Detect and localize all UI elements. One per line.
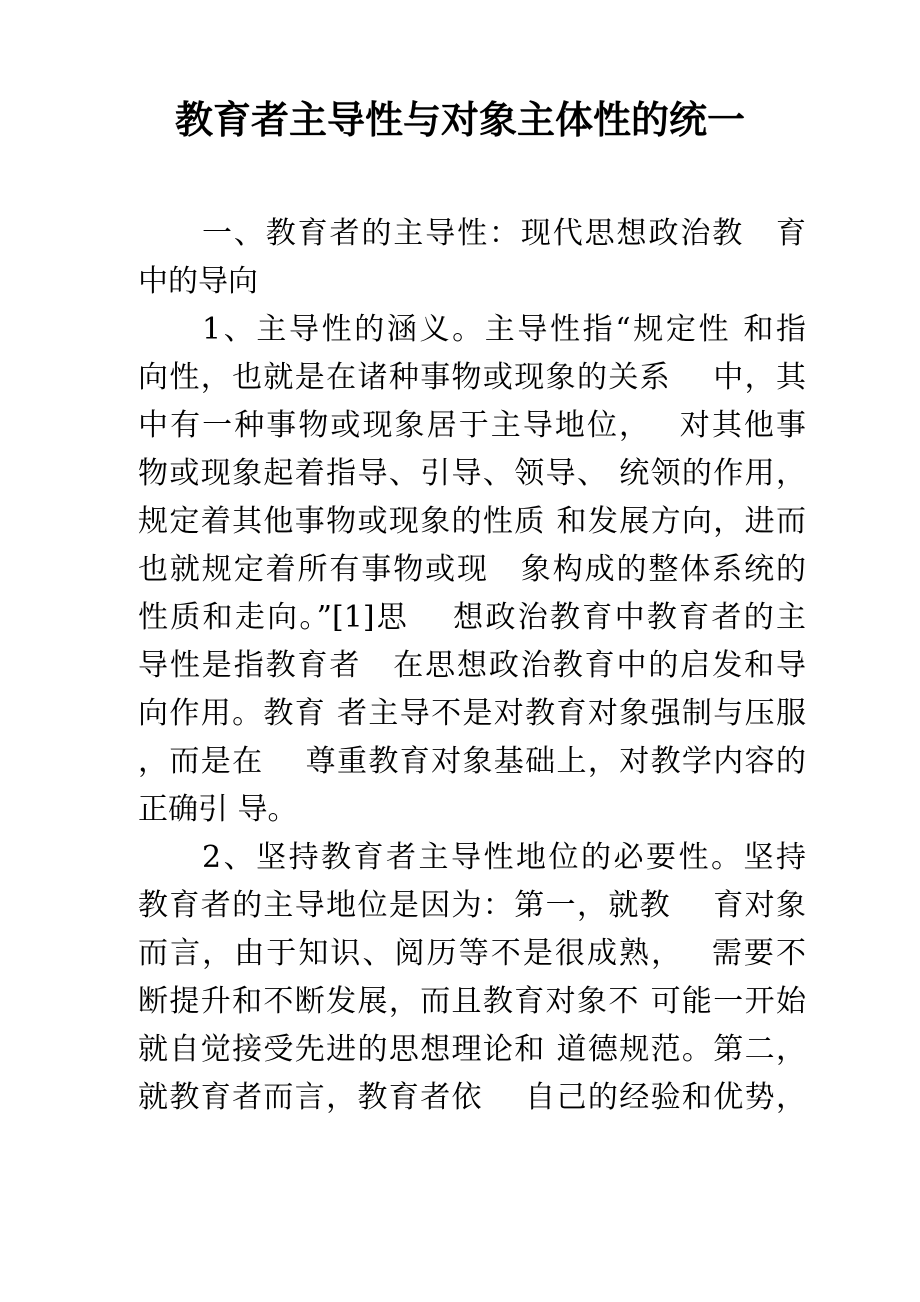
paragraph-necessity bbox=[138, 834, 806, 1122]
text-line: 中有一种事物或现象居于主导地位， 对其他事 bbox=[138, 408, 806, 443]
text-line: 断提升和不断发展，而且教育对象不 可能一开始 bbox=[138, 984, 806, 1019]
text-line: 一、教育者的主导性：现代思想政治教 育 bbox=[202, 216, 806, 251]
section-heading bbox=[138, 210, 806, 306]
paragraph-definition bbox=[138, 306, 806, 834]
text-line: 向作用。教育 者主导不是对教育对象强制与压服 bbox=[138, 696, 806, 731]
text-line: 物或现象起着指导、引导、领导、 统领的作用， bbox=[138, 456, 806, 491]
text-line: ，而是在 尊重教育对象基础上，对教学内容的 bbox=[138, 744, 806, 779]
text-line: 性质和走向。”[1]思 想政治教育中教育者的主 bbox=[138, 600, 806, 635]
document-body bbox=[138, 210, 806, 1122]
text-line: 而言，由于知识、阅历等不是很成熟， 需要不 bbox=[138, 936, 806, 971]
text-line: 规定着其他事物或现象的性质 和发展方向，进而 bbox=[138, 504, 806, 539]
text-line: 就自觉接受先进的思想理论和 道德规范。第二， bbox=[138, 1032, 806, 1067]
text-line: 导性是指教育者 在思想政治教育中的启发和导 bbox=[138, 648, 806, 683]
text-line: 中的导向 bbox=[138, 264, 258, 299]
text-line: 2、坚持教育者主导性地位的必要性。坚持 bbox=[202, 840, 806, 875]
text-line: 教育者的主导地位是因为：第一，就教 育对象 bbox=[138, 888, 806, 923]
text-line: 正确引 导。 bbox=[138, 792, 298, 827]
text-line: 1、主导性的涵义。主导性指“规定性 和指 bbox=[202, 312, 806, 347]
text-line: 也就规定着所有事物或现 象构成的整体系统的 bbox=[138, 552, 806, 587]
document-title: 教育者主导性与对象主体性的统一 bbox=[174, 98, 745, 142]
text-line: 向性，也就是在诸种事物或现象的关系 中，其 bbox=[138, 360, 806, 395]
text-line: 就教育者而言，教育者依 自己的经验和优势， bbox=[138, 1080, 806, 1115]
